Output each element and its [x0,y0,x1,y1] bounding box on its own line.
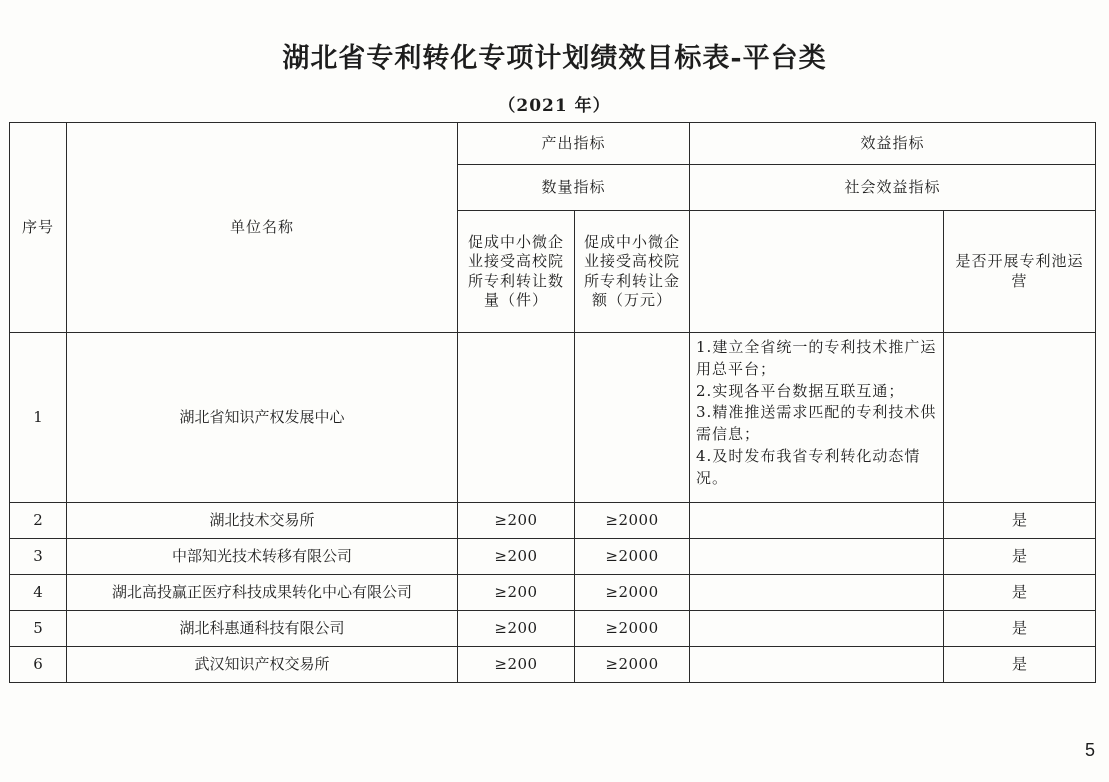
row-patent-pool: 是 [944,539,1096,575]
row-transfer-count: ≥200 [458,611,575,647]
row-transfer-amount: ≥2000 [575,575,690,611]
header-benefit-indicators: 效益指标 [690,123,1096,165]
row-seq: 4 [10,575,67,611]
row-seq: 2 [10,503,67,539]
header-measures [690,211,944,333]
row-seq: 1 [10,333,67,503]
row-patent-pool: 是 [944,503,1096,539]
row-unit-name: 武汉知识产权交易所 [67,647,458,683]
row-measures [690,539,944,575]
row-seq: 5 [10,611,67,647]
table-row [10,539,1096,575]
table-row [10,647,1096,683]
header-transfer-amount: 促成中小微企业接受高校院所专利转让金额（万元） [575,211,690,333]
row-transfer-amount [575,333,690,503]
row-measures [690,611,944,647]
page-number: 5 [1084,740,1095,760]
document-year: （2021 年） [498,96,611,116]
row-unit-name: 湖北技术交易所 [67,503,458,539]
row-unit-name: 湖北科惠通科技有限公司 [67,611,458,647]
row-seq: 3 [10,539,67,575]
table-row [10,575,1096,611]
table-row [10,503,1096,539]
header-quantity-indicators: 数量指标 [458,165,690,211]
header-patent-pool: 是否开展专利池运营 [944,211,1096,333]
row-unit-name: 湖北高投赢正医疗科技成果转化中心有限公司 [67,575,458,611]
row-patent-pool: 是 [944,575,1096,611]
header-social-benefit-indicators: 社会效益指标 [690,165,1096,211]
header-output-indicators: 产出指标 [458,123,690,165]
row-transfer-count: ≥200 [458,539,575,575]
performance-target-table [9,122,1096,683]
row-measures [690,333,944,503]
row-measures [690,647,944,683]
row-patent-pool [944,333,1096,503]
measure-item: 2.实现各平台数据互联互通； [696,381,905,400]
measure-item: 1.建立全省统一的专利技术推广运用总平台； [696,338,937,378]
row-transfer-count: ≥200 [458,575,575,611]
measure-item: 3.精准推送需求匹配的专利技术供需信息； [696,403,937,443]
table-row [10,333,1096,503]
row-patent-pool: 是 [944,647,1096,683]
header-unit-name: 单位名称 [67,123,458,333]
row-transfer-amount: ≥2000 [575,503,690,539]
row-unit-name: 中部知光技术转移有限公司 [67,539,458,575]
row-measures [690,503,944,539]
row-transfer-count: ≥200 [458,647,575,683]
row-patent-pool: 是 [944,611,1096,647]
document-title: 湖北省专利转化专项计划绩效目标表-平台类 [282,43,827,74]
measure-item: 4.及时发布我省专利转化动态情况。 [696,446,921,487]
row-transfer-amount: ≥2000 [575,611,690,647]
row-transfer-count [458,333,575,503]
row-seq: 6 [10,647,67,683]
table-row [10,611,1096,647]
row-unit-name: 湖北省知识产权发展中心 [67,333,458,503]
header-seq: 序号 [10,123,67,333]
header-row-1 [10,123,1096,165]
header-transfer-count: 促成中小微企业接受高校院所专利转让数量（件） [458,211,575,333]
row-transfer-amount: ≥2000 [575,647,690,683]
row-measures [690,575,944,611]
row-transfer-count: ≥200 [458,503,575,539]
row-transfer-amount: ≥2000 [575,539,690,575]
